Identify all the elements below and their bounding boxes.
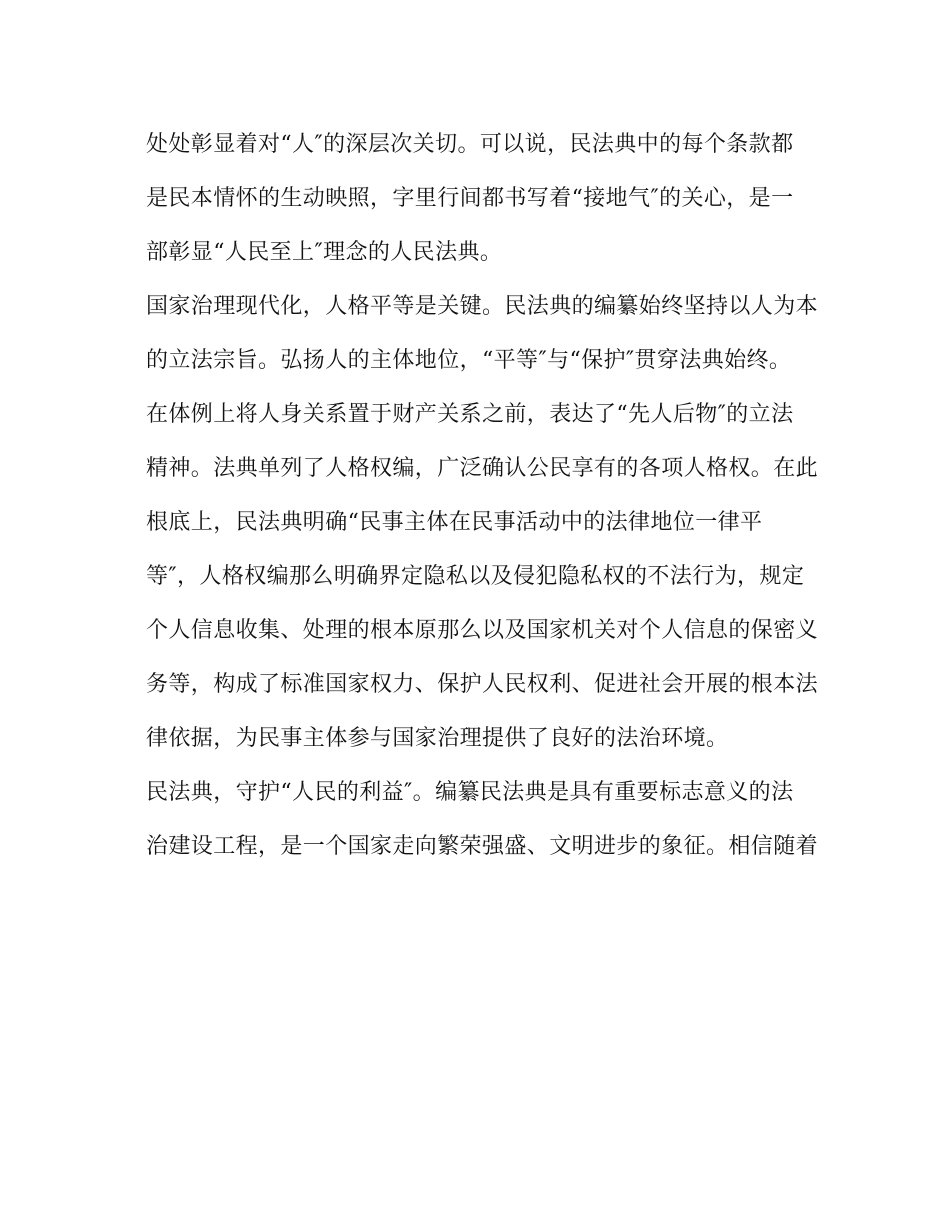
text-line: 是民本情怀的生动映照，字里行间都书写着“接地气″的关心，是一 bbox=[146, 186, 794, 211]
text-line: 部彰显“人民至上″理念的人民法典。 bbox=[146, 240, 503, 265]
text-line: 务等，构成了标准国家权力、保护人民权利、促进社会开展的根本法 bbox=[146, 672, 819, 697]
text-line: 等″，人格权编那么明确界定隐私以及侵犯隐私权的不法行为，规定 bbox=[146, 564, 805, 589]
text-line: 治建设工程，是一个国家走向繁荣强盛、文明进步的象征。相信随着 bbox=[146, 834, 819, 859]
text-line: 根底上，民法典明确“民事主体在民事活动中的法律地位一律平 bbox=[146, 510, 763, 535]
text-line: 精神。法典单列了人格权编，广泛确认公民享有的各项人格权。在此 bbox=[146, 456, 819, 481]
text-line: 律依据，为民事主体参与国家治理提供了良好的法治环境。 bbox=[146, 726, 729, 751]
text-line: 的立法宗旨。弘扬人的主体地位，“平等″与“保护″贯穿法典始终。 bbox=[146, 348, 792, 373]
text-line: 国家治理现代化，人格平等是关键。民法典的编纂始终坚持以人为本 bbox=[146, 294, 819, 319]
text-line: 个人信息收集、处理的根本原那么以及国家机关对个人信息的保密义 bbox=[146, 618, 819, 643]
body-text bbox=[146, 118, 819, 874]
text-line: 在体例上将人身关系置于财产关系之前，表达了“先人后物″的立法 bbox=[146, 402, 794, 427]
text-line: 处处彰显着对“人″的深层次关切。可以说，民法典中的每个条款都 bbox=[146, 132, 794, 157]
text-line: 民法典，守护“人民的利益″。编纂民法典是具有重要标志意义的法 bbox=[146, 780, 794, 805]
